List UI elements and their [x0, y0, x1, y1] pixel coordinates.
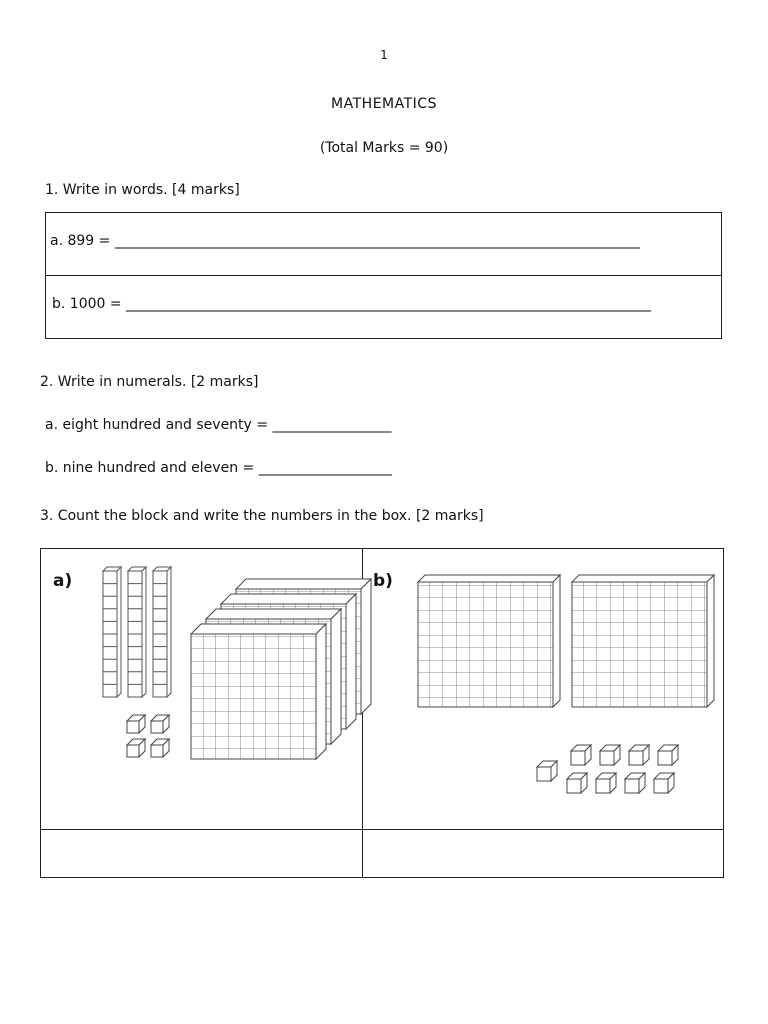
page-number: 1 — [380, 48, 388, 62]
answer-box-a[interactable] — [41, 830, 362, 877]
question-2-heading: 2. Write in numerals. [2 marks] — [40, 374, 259, 390]
hundreds-flat-illustration-2 — [570, 573, 720, 713]
hundreds-stack-illustration — [191, 579, 371, 779]
part-b-label: b) — [373, 571, 393, 591]
question-1-table — [45, 212, 722, 339]
ones-cubes-illustration-b — [535, 743, 685, 808]
question-1b-row — [46, 276, 721, 339]
page-title: MATHEMATICS — [331, 96, 437, 112]
question-3-box — [40, 548, 724, 878]
question-1a-text: a. 899 = ___________________________________________________________________________ — [50, 233, 640, 249]
total-marks: (Total Marks = 90) — [319, 140, 449, 156]
hundreds-flat-illustration-1 — [416, 573, 566, 713]
ones-cubes-illustration-a — [125, 713, 185, 773]
tens-rods-illustration — [99, 567, 179, 707]
question-2b-text: b. nine hundred and eleven = ___________________ — [45, 460, 392, 476]
part-a-label: a) — [53, 571, 73, 591]
question-1-heading: 1. Write in words. [4 marks] — [45, 182, 240, 198]
question-2a-text: a. eight hundred and seventy = _________________ — [45, 417, 392, 433]
question-1a-row — [46, 213, 721, 276]
question-3-heading: 3. Count the block and write the numbers in the box. [2 marks] — [40, 508, 484, 524]
question-1b-text: b. 1000 = ___________________________________________________________________________ — [52, 296, 652, 312]
answer-box-b[interactable] — [363, 830, 723, 877]
